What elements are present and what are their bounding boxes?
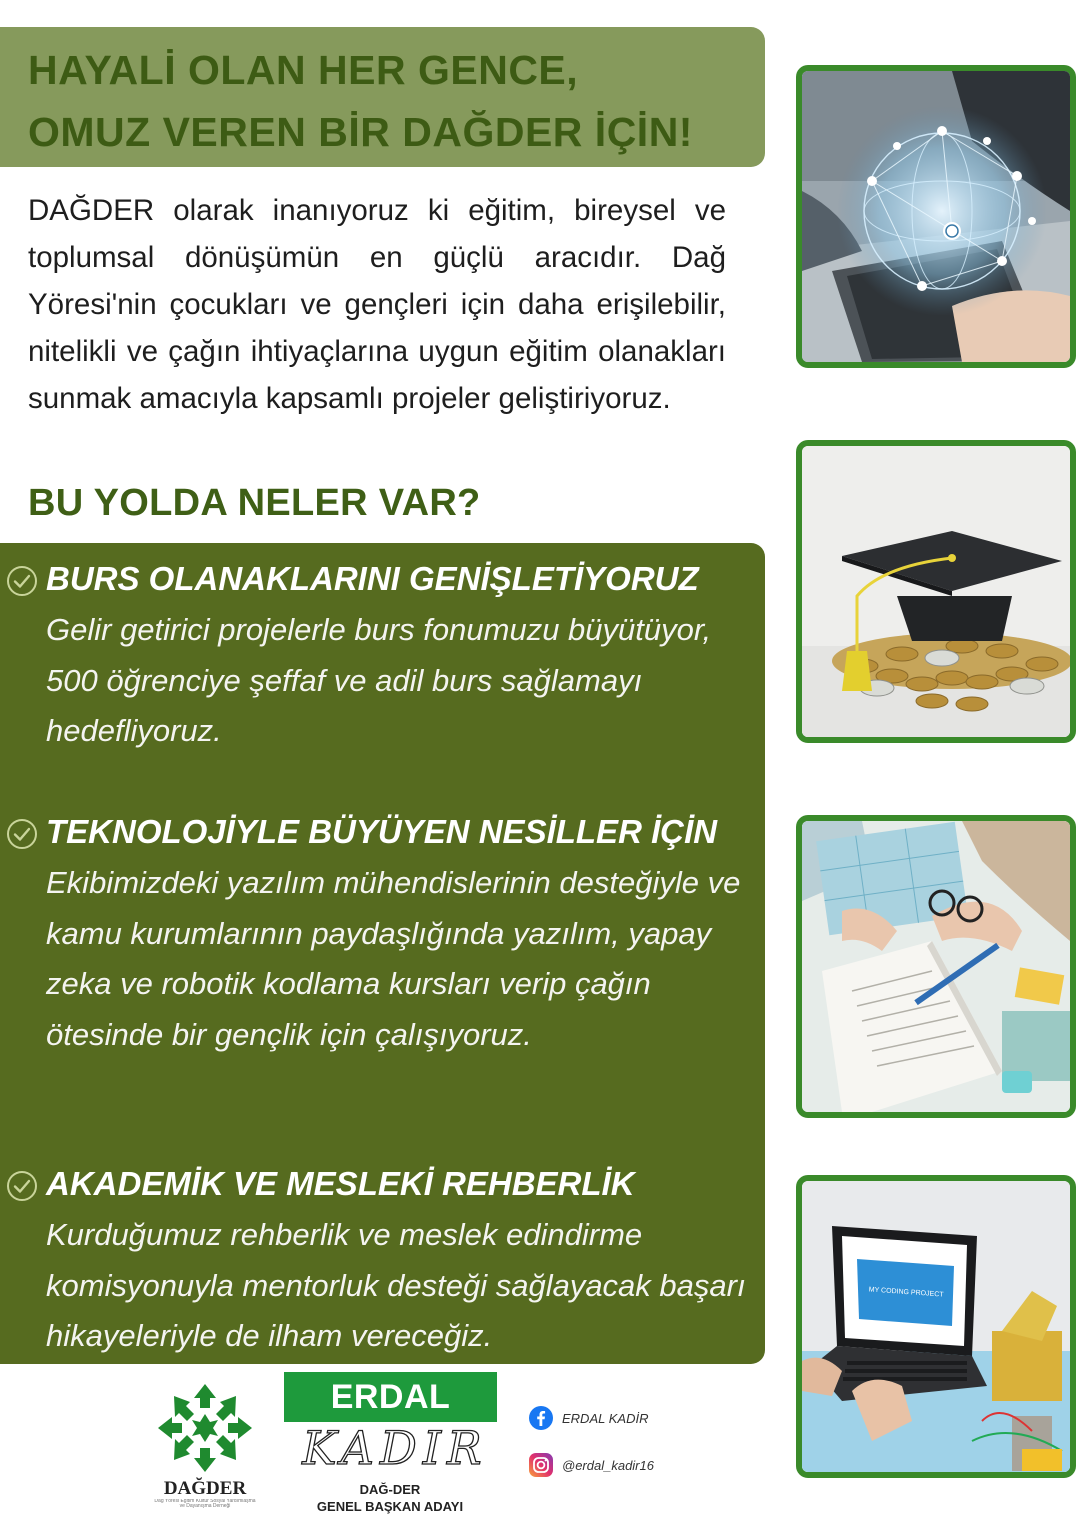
feature-title: BURS OLANAKLARINI GENİŞLETİYORUZ [0,553,765,605]
feature-body: Kurduğumuz rehberlik ve meslek edindirme komisyonuyla mentorluk desteği sağlayacak başarı hikayeleriyle de ilham vereceğiz. [46,1217,746,1353]
instagram-icon [528,1452,554,1478]
photo-coding-laptop [796,1175,1076,1478]
instagram-link[interactable] [528,1452,654,1478]
student-study-image [802,821,1070,1112]
photo-graduation-coins [796,440,1076,743]
photo-student-study [796,815,1076,1118]
feature-title: AKADEMİK VE MESLEKİ REHBERLİK [0,1158,765,1210]
candidate-name-box: ERDAL [284,1372,497,1422]
features-panel [0,543,765,1364]
feature-item-guidance [0,1158,765,1362]
candidate-role: GENEL BAŞKAN ADAYI [316,1499,464,1514]
signature-kadir [300,1410,490,1482]
facebook-icon [528,1405,554,1431]
candidate-org: DAĞ-DER [359,1482,421,1497]
signature-text: KADIR [302,1421,488,1475]
facebook-handle: ERDAL KADİR [562,1410,649,1426]
instagram-handle: @erdal_kadir16 [562,1457,654,1473]
check-circle-icon [6,565,38,597]
check-circle-icon [6,1170,38,1202]
coding-laptop-image [802,1181,1070,1472]
logo-text: DAĞDER [163,1478,247,1499]
feature-body: Gelir getirici projelerle burs fonumuzu büyütüyor, 500 öğrenciye şeffaf ve adil burs sağlamayı hedefliyoruz. [46,612,712,748]
logo-tagline: Dağ Yöresi Eğitim Kültür Sosyal Yardımlaşma ve Dayanışma Derneği [154,1499,256,1509]
feature-item-scholarship [0,553,765,757]
header-banner [0,27,765,167]
header-line-2: OMUZ VEREN BİR DAĞDER İÇİN! [28,109,693,155]
feature-item-technology [0,806,765,1060]
laptop-screen-text: MY CODING PROJECT [868,1286,944,1299]
feature-body: Ekibimizdeki yazılım mühendislerinin desteğiyle ve kamu kurumlarının paydaşlığında yazılım, yapay zeka ve robotik kodlama kursları verip çağın ötesinde bir gençlik için çalışıyoruz. [46,865,741,1052]
header-line-1: HAYALİ OLAN HER GENCE, [28,47,579,93]
photo-laptop-network [796,65,1076,368]
intro-paragraph: DAĞDER olarak inanıyoruz ki eğitim, bireysel ve toplumsal dönüşümün en güçlü aracıdır. Dağ Yöresi'nin çocukları ve gençleri için daha erişilebilir, nitelikli ve çağın ihtiyaçlarına uygun eğitim olanakları sunmak amacıyla kapsamlı projeler geliştiriyoruz. [28,194,726,415]
feature-title: TEKNOLOJİYLE BÜYÜYEN NESİLLER İÇİN [0,806,765,858]
dagder-logo [150,1378,260,1513]
dagder-emblem-icon [150,1378,260,1478]
laptop-network-image [802,71,1070,362]
graduation-coins-image [802,446,1070,737]
check-circle-icon [6,818,38,850]
candidate-subtitle [290,1481,490,1515]
section-title: BU YOLDA NELER VAR? [28,482,481,524]
facebook-link[interactable] [528,1405,648,1431]
